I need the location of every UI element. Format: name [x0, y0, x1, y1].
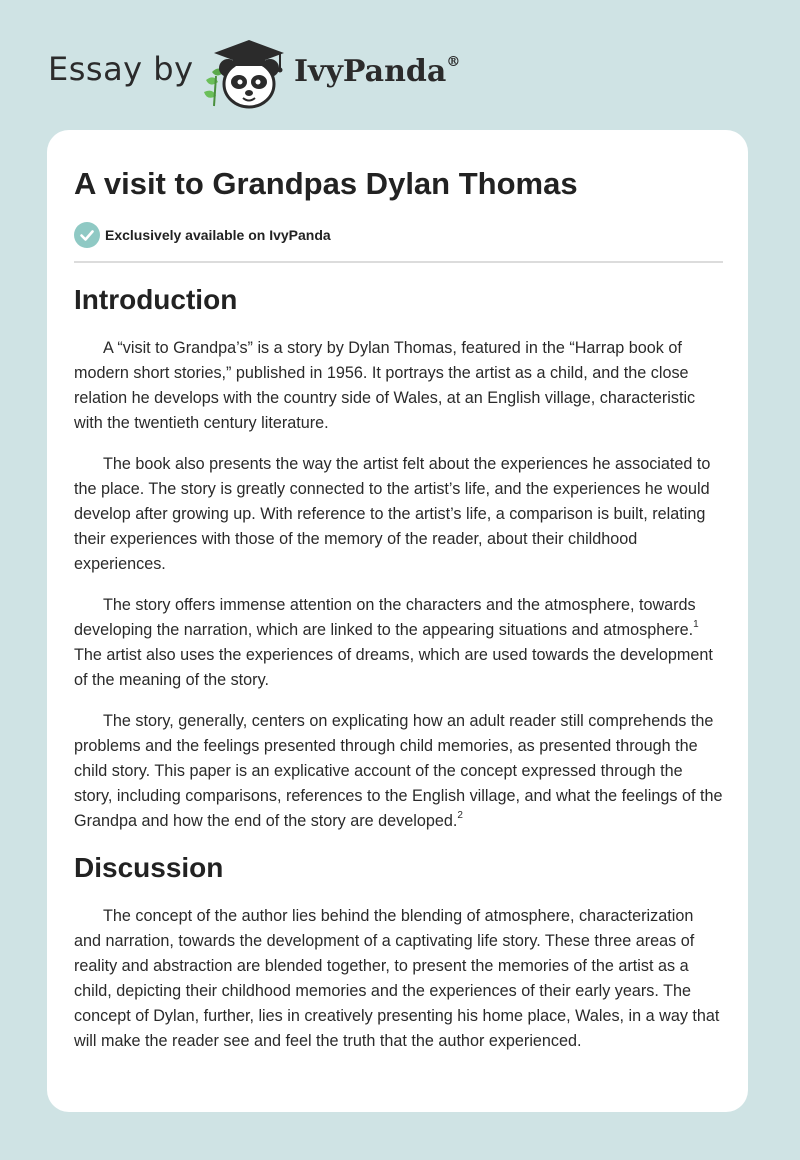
exclusive-badge	[74, 222, 331, 248]
site-header	[0, 0, 800, 120]
paragraph: The book also presents the way the artist felt about the experiences he associated to the place. The story is greatly connected to the artist’s life, and the experiences he would develop after growing up. With reference to the artist’s life, a comparison is built, relating their experiences with those of the memory of the reader, about their childhood experiences.	[74, 455, 711, 573]
brand-name[interactable]: IvyPanda®	[294, 54, 461, 89]
section-heading-discussion: Discussion	[74, 852, 224, 883]
footnote-ref-2[interactable]: 2	[457, 809, 463, 821]
article-card	[47, 130, 748, 1112]
page-title: A visit to Grandpas Dylan Thomas	[74, 166, 578, 201]
essay-by-label: Essay by	[48, 50, 194, 88]
paragraph: A “visit to Grandpa’s” is a story by Dylan Thomas, featured in the “Harrap book of modern short stories,” published in 1956. It portrays the artist as a child, and the close relation he develops with the country side of Wales, at an English village, characteristic with the twentieth century literature.	[74, 339, 696, 432]
exclusive-badge-label: Exclusively available on IvyPanda	[105, 227, 331, 243]
article-body	[74, 278, 724, 1070]
section-heading-introduction: Introduction	[74, 284, 238, 315]
check-circle-icon	[74, 222, 100, 248]
footnote-ref-1[interactable]: 1	[693, 618, 699, 630]
paragraph: The story offers immense attention on the characters and the atmosphere, towards developing the narration, which are linked to the appearing situations and atmosphere.$^1$ The artist also uses the experiences of dreams, which are used towards the development of the meaning of the story.	[74, 596, 713, 689]
paragraph: The story, generally, centers on explicating how an adult reader still comprehends the problems and the feelings presented through child memories, as presented through the child story. This paper is an explicative account of the concept expressed through the story, including comparisons, references to the English village, and what the feelings of the Grandpa and how the end of the story are developed.$^2$	[74, 712, 723, 830]
panda-logo-icon[interactable]	[200, 36, 292, 112]
paragraph: The concept of the author lies behind the blending of atmosphere, characterization and narration, towards the development of a captivating life story. These three areas of reality and abstraction are blended together, to present the memories of the artist as a child, depicting their childhood memories and the experiences of their early years. The concept of Dylan, further, lies in creatively presenting his home place, Wales, in a way that will make the reader see and feel the truth that the author experienced.	[74, 907, 720, 1050]
divider	[74, 261, 723, 263]
